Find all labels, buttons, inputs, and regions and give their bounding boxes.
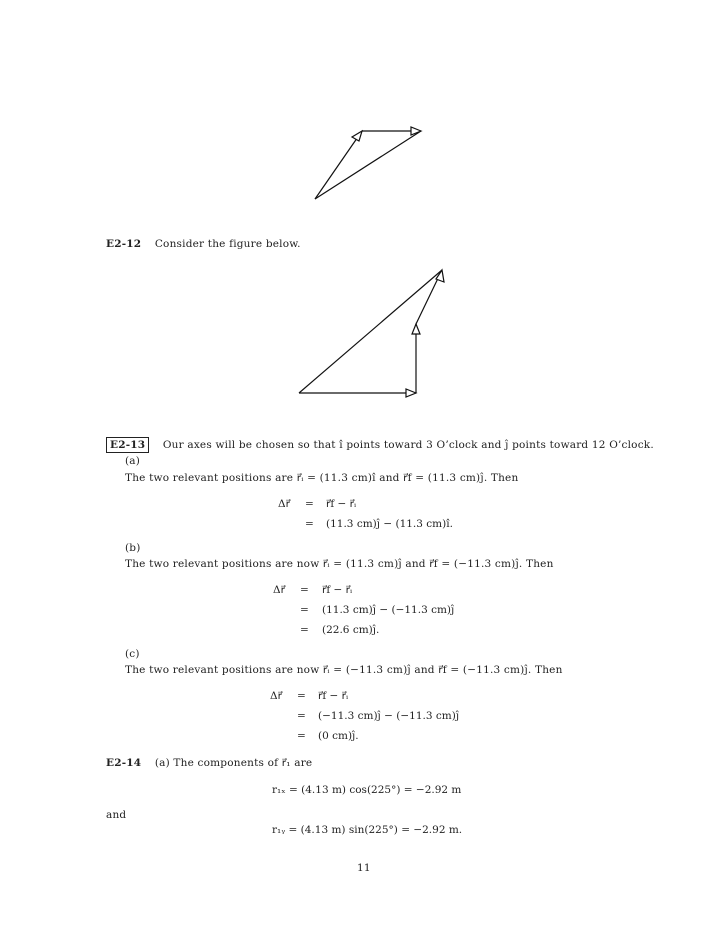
vector-resultant: [299, 270, 442, 393]
arrowhead-a: [352, 131, 362, 141]
eq-rhs: (11.3 cm)ĵ − (−11.3 cm)ĵ: [322, 604, 455, 616]
figure-e12-vectors: [299, 270, 444, 397]
problem-label: E2-12: [106, 238, 142, 250]
eq-op: =: [297, 710, 306, 722]
eq-op: =: [300, 624, 309, 636]
connector-text: and: [106, 809, 127, 821]
eq-lhs: Δr⃗: [273, 584, 285, 596]
vector-resultant: [315, 131, 421, 199]
equation-r1x: r₁ₓ = (4.13 m) cos(225°) = −2.92 m: [272, 784, 462, 796]
eq-rhs: r⃗f − r⃗ᵢ: [322, 584, 353, 596]
eq-op: =: [300, 584, 309, 596]
part-text: The two relevant positions are r⃗ᵢ = (11.3 cm)î and r⃗f = (11.3 cm)ĵ. Then: [125, 472, 519, 484]
part-tag: (a): [125, 455, 141, 467]
equation-r1y: r₁ᵧ = (4.13 m) sin(225°) = −2.92 m.: [272, 824, 463, 836]
part-tag: (b): [125, 542, 141, 554]
problem-label-boxed: E2-13: [106, 437, 149, 453]
e12-line: [106, 238, 301, 250]
problem-label: E2-14: [106, 757, 142, 769]
eq-lhs: Δr⃗: [278, 498, 290, 510]
part-tag: (c): [125, 648, 140, 660]
eq-rhs: (22.6 cm)ĵ.: [322, 624, 380, 636]
arrowhead-north: [412, 324, 420, 334]
eq-op: =: [297, 730, 306, 742]
part-text: The two relevant positions are now r⃗ᵢ = (11.3 cm)ĵ and r⃗f = (−11.3 cm)ĵ. Then: [125, 558, 554, 570]
eq-op: =: [305, 498, 314, 510]
problem-intro: Our axes will be chosen so that î points toward 3 O’clock and ĵ points toward 12 O’clock.: [162, 439, 654, 451]
e13-line: [106, 439, 654, 451]
e14-line: [106, 757, 312, 769]
eq-op: =: [297, 690, 306, 702]
eq-op: =: [305, 518, 314, 530]
page-number: 11: [357, 862, 371, 874]
eq-rhs: (11.3 cm)ĵ − (11.3 cm)î.: [326, 518, 453, 530]
figure-top-vectors: [315, 127, 421, 199]
problem-text: Consider the figure below.: [154, 238, 301, 250]
eq-op: =: [300, 604, 309, 616]
part-text: The two relevant positions are now r⃗ᵢ = (−11.3 cm)ĵ and r⃗f = (−11.3 cm)ĵ. Then: [125, 664, 563, 676]
eq-rhs: r⃗f − r⃗ᵢ: [326, 498, 357, 510]
arrowhead-east: [406, 389, 416, 397]
eq-rhs: r⃗f − r⃗ᵢ: [318, 690, 349, 702]
eq-lhs: Δr⃗: [270, 690, 282, 702]
eq-rhs: (0 cm)ĵ.: [318, 730, 359, 742]
problem-text: (a) The components of r⃗₁ are: [154, 757, 313, 769]
eq-rhs: (−11.3 cm)ĵ − (−11.3 cm)ĵ: [318, 710, 460, 722]
vector-a: [315, 131, 362, 199]
